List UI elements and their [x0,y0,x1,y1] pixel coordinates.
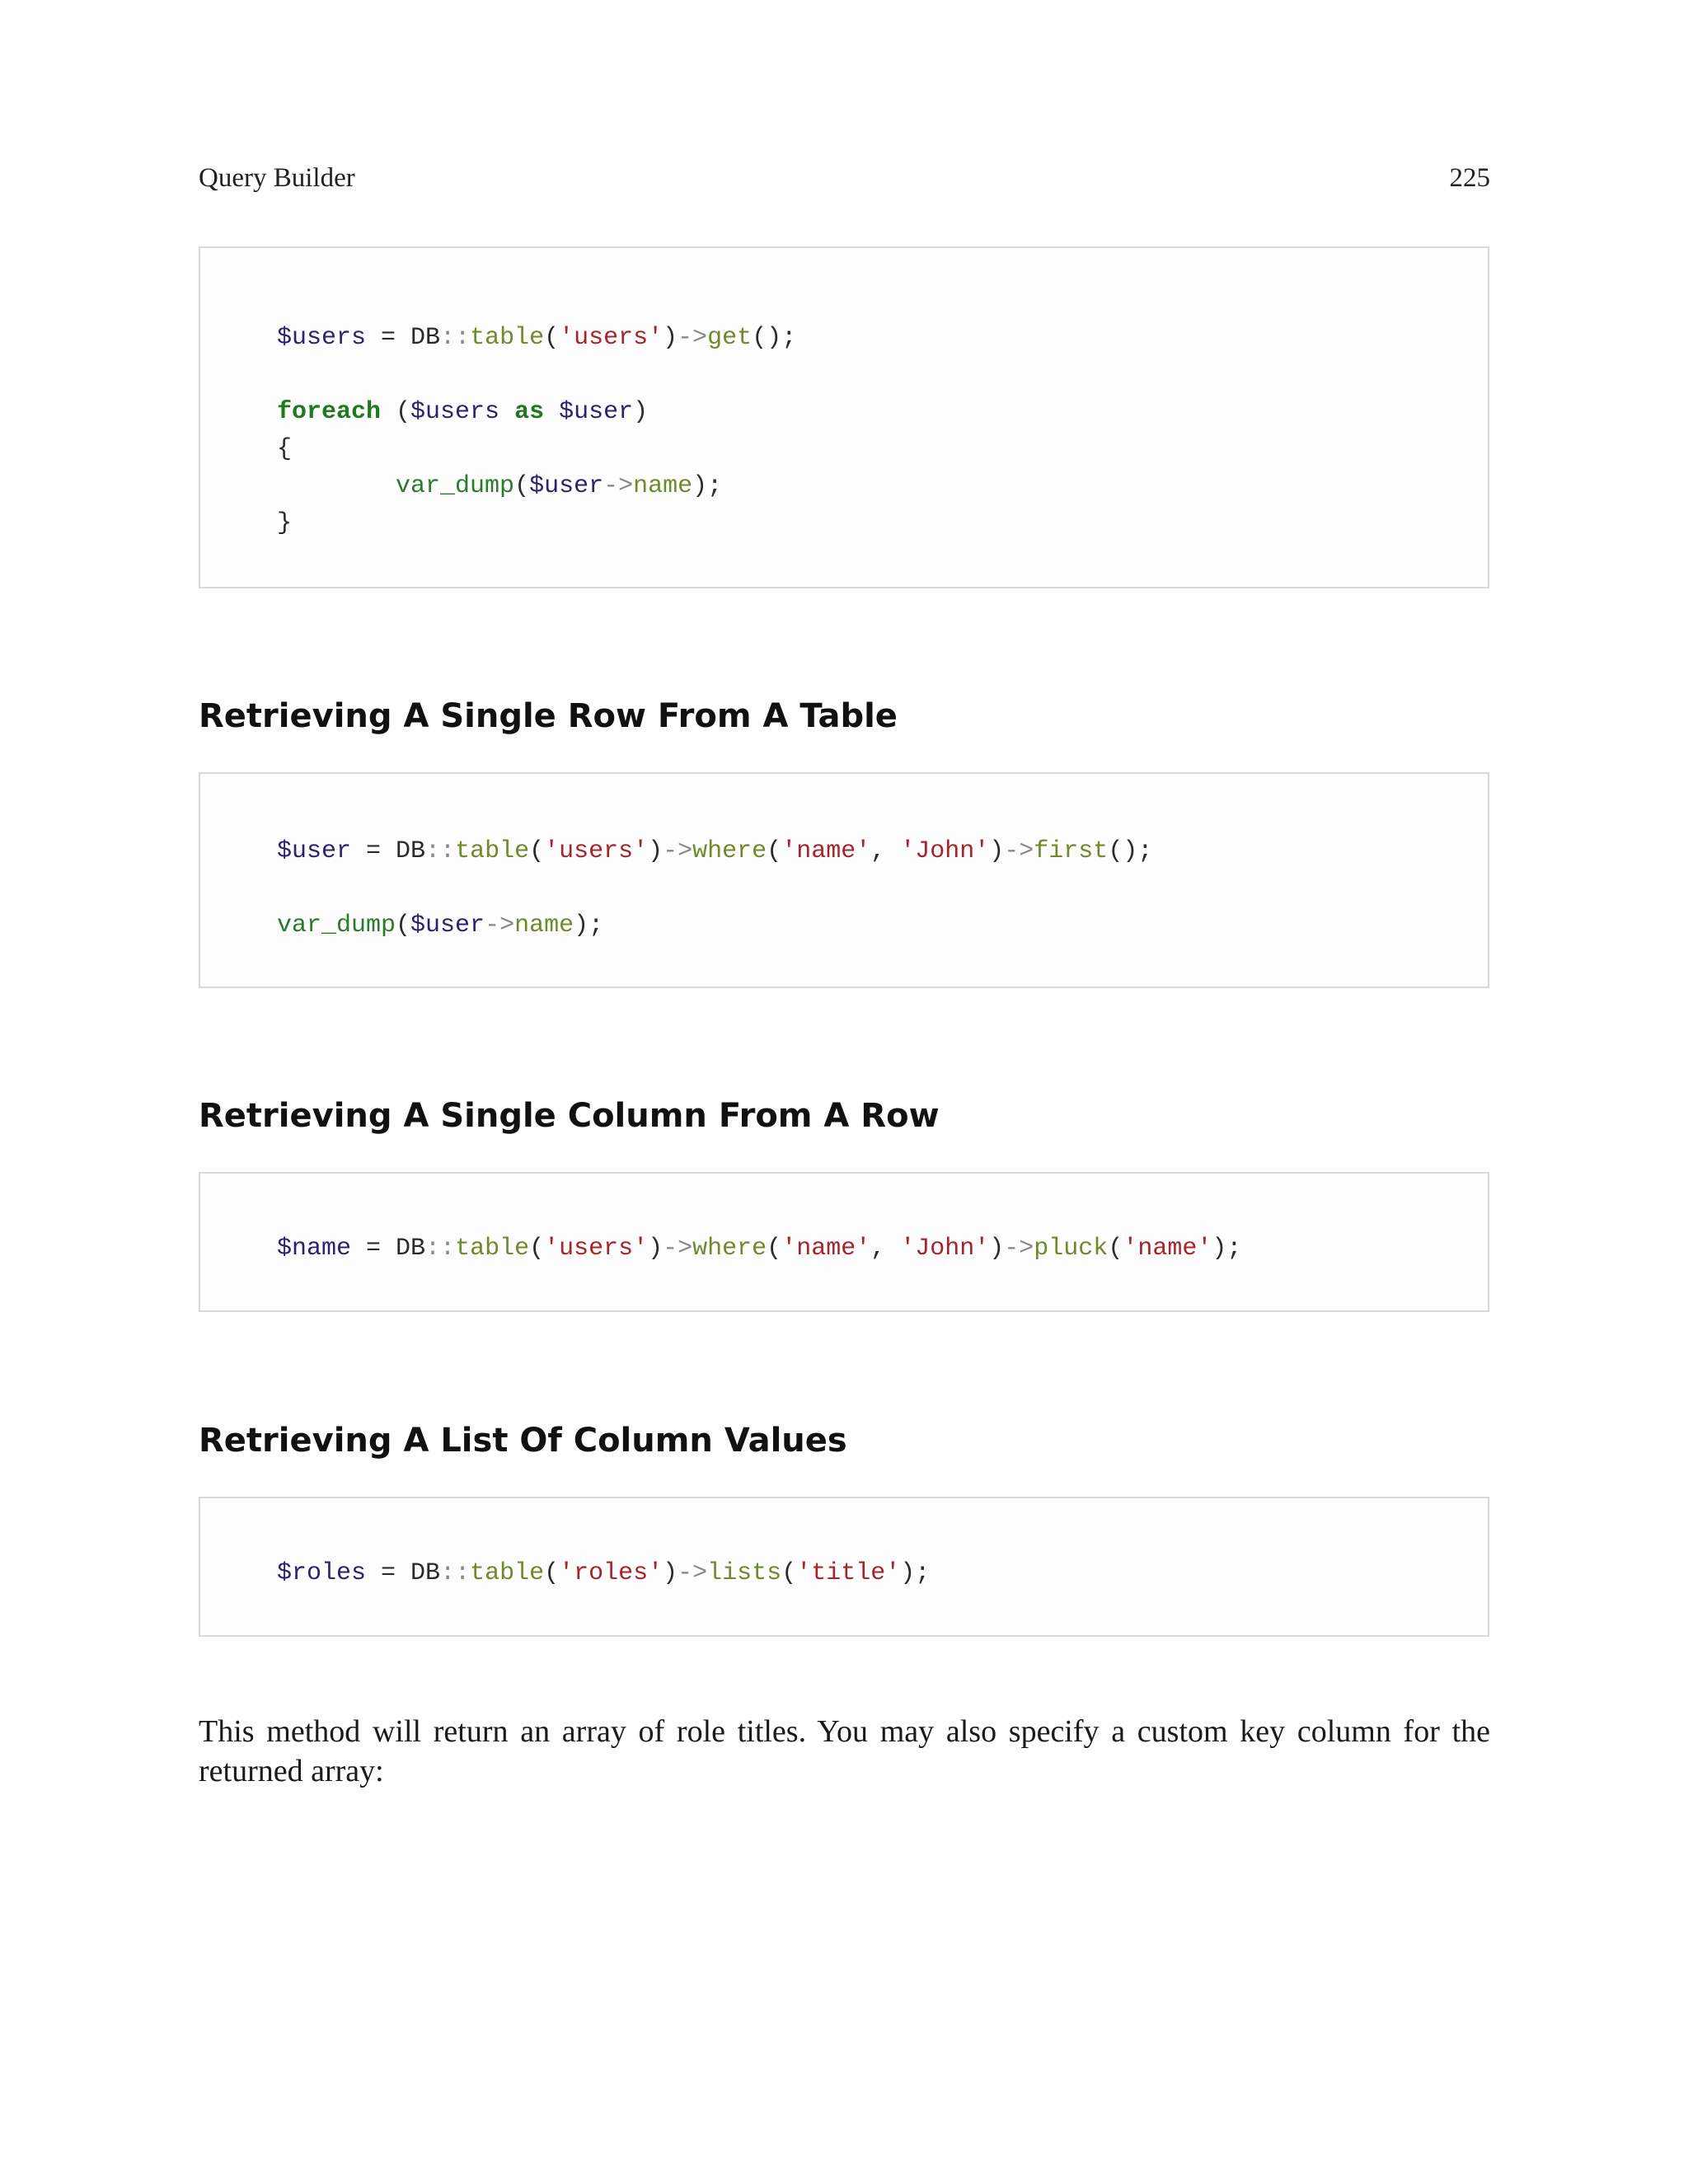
method-token: lists [707,1559,782,1587]
code-text-token: ) [989,837,1005,865]
code-text-token: DB [410,1559,441,1587]
string-token: 'users' [544,837,649,865]
operator-token: -> [603,472,634,500]
code-text-token: ); [574,912,604,940]
code-text-token: DB [396,1235,426,1263]
code-text-token: ); [692,472,723,500]
string-token: 'name' [781,837,871,865]
keyword-token: as [514,398,545,426]
code-text-token: ( [381,398,411,426]
code-line [277,870,1152,907]
variable-token: $name [277,1235,352,1263]
operator-token: -> [678,1559,708,1587]
operator-token: -> [1004,1235,1034,1263]
code-text-token: = [351,1235,396,1263]
string-token: 'name' [1123,1235,1212,1263]
operator-token: :: [440,324,471,352]
code-text-token: ) [648,837,663,865]
chapter-title: Query Builder [199,163,355,193]
code-text-token: ); [1212,1235,1242,1263]
code-text-token: ); [900,1559,931,1587]
variable-token: $user [410,912,485,940]
code-text-token: = [351,837,396,865]
function-token: var_dump [396,472,515,500]
code-line [277,357,796,394]
operator-token: :: [440,1559,471,1587]
code-text-token: ( [781,1559,797,1587]
code-text-token: (); [1108,837,1153,865]
code-block-column-list [199,1497,1489,1637]
code-block-foreach [199,246,1489,588]
code-line [277,907,1152,944]
code-text-token: ( [396,912,411,940]
code-line [277,505,796,542]
string-token: 'users' [559,324,663,352]
code-text-token: (); [752,324,797,352]
code-text-token: ( [544,1559,560,1587]
string-token: 'roles' [559,1559,663,1587]
code-text-token: = [366,1559,411,1587]
code-line [277,431,796,468]
code-line [277,394,796,431]
code-line [277,1230,1241,1268]
keyword-token: foreach [277,398,382,426]
code-text-token: ( [514,472,530,500]
string-token: 'John' [900,837,990,865]
code-text-token: ( [1108,1235,1123,1263]
variable-token: $user [559,398,634,426]
code-line [277,833,1152,870]
method-token: where [692,1235,767,1263]
variable-token: $user [277,837,352,865]
running-header [199,162,1490,194]
operator-token: -> [663,837,693,865]
method-token: table [470,324,545,352]
method-token: table [455,837,530,865]
method-token: table [470,1559,545,1587]
code-line [277,320,796,357]
code-lines [277,320,796,542]
code-text-token: } [277,509,293,537]
function-token: var_dump [277,912,396,940]
operator-token: -> [678,324,708,352]
operator-token: :: [425,1235,456,1263]
code-text-token: DB [396,837,426,865]
variable-token: $roles [277,1559,367,1587]
code-text-token: ) [663,324,678,352]
page-number: 225 [1449,163,1490,193]
code-line [277,468,796,505]
operator-token: -> [1004,837,1034,865]
section-heading-column-list: Retrieving A List Of Column Values [199,1422,847,1460]
code-text-token: DB [410,324,441,352]
string-token: 'name' [781,1235,871,1263]
code-block-single-column [199,1172,1489,1312]
section-heading-single-row: Retrieving A Single Row From A Table [199,697,898,735]
code-block-single-row [199,772,1489,988]
code-text-token: = [366,324,411,352]
code-text-token: ( [529,1235,545,1263]
section-heading-single-column: Retrieving A Single Column From A Row [199,1097,940,1135]
code-text-token: ( [767,837,782,865]
variable-token: $users [277,324,367,352]
code-text-token: ) [663,1559,678,1587]
body-paragraph: This method will return an array of role titles. You may also specify a custom key column for the returned array: [199,1714,1490,1788]
string-token: 'users' [544,1235,649,1263]
code-text-token: , [870,1235,901,1263]
code-lines [277,833,1152,944]
operator-token: -> [485,912,515,940]
method-token: name [633,472,693,500]
code-text-token: ) [648,1235,663,1263]
string-token: 'John' [900,1235,990,1263]
code-text-token [544,398,559,426]
code-text-token: ( [767,1235,782,1263]
method-token: first [1034,837,1109,865]
method-token: name [514,912,574,940]
method-token: get [707,324,753,352]
code-text-token: ( [529,837,545,865]
code-text-token: { [277,435,293,463]
code-lines [277,1555,930,1592]
code-text-token [277,472,396,500]
code-text-token: ) [989,1235,1005,1263]
operator-token: :: [425,837,456,865]
method-token: table [455,1235,530,1263]
string-token: 'title' [796,1559,901,1587]
code-text-token: ( [544,324,560,352]
code-lines [277,1230,1241,1268]
variable-token: $users [410,398,500,426]
method-token: pluck [1034,1235,1109,1263]
operator-token: -> [663,1235,693,1263]
code-text-token: ) [633,398,649,426]
variable-token: $user [529,472,604,500]
code-text-token: , [870,837,901,865]
code-line [277,1555,930,1592]
code-text-token [499,398,514,426]
method-token: where [692,837,767,865]
